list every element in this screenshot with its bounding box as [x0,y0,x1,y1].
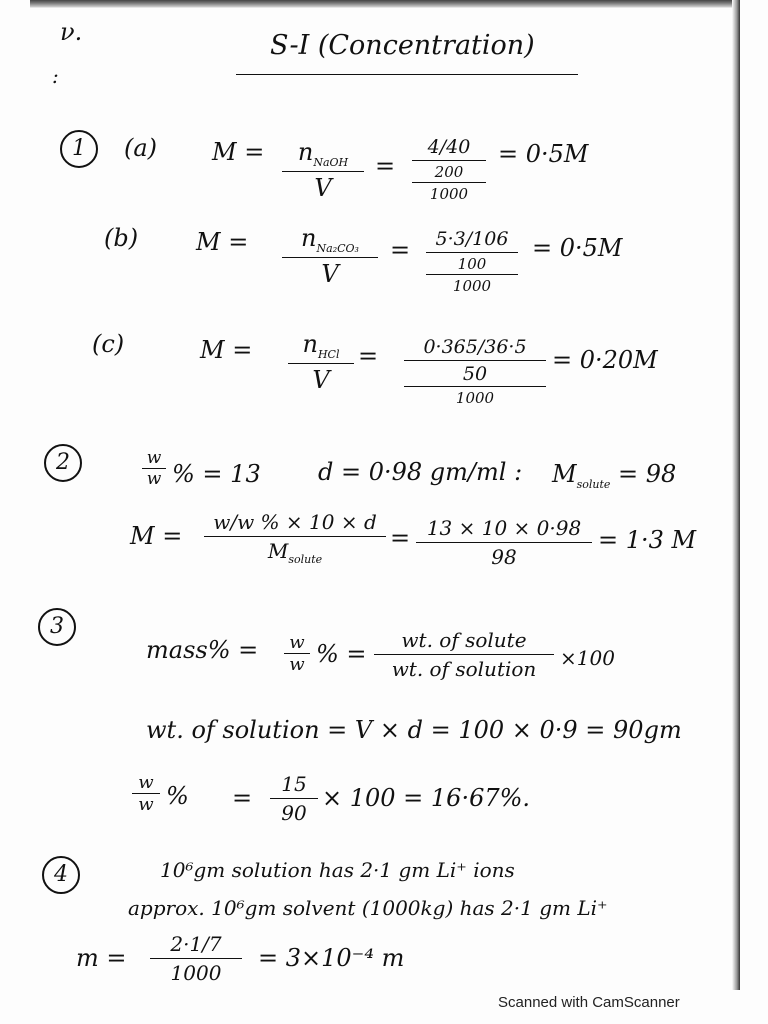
q3-equals: = [232,784,253,812]
question-3-number: 3 [38,608,76,646]
q1a-lhs: M = [212,138,265,166]
q2-values-fraction: 13 × 10 × 0·98 98 [416,516,592,569]
q3-ratio-fraction: 15 90 [270,772,318,825]
q1b-fraction-values: 5·3/106 100 1000 [426,228,518,295]
q3-percent-equals: % = [316,640,367,668]
q3-solution-weight: wt. of solution = V × d = 100 × 0·9 = 90gm [146,716,682,744]
question-2-number: 2 [44,444,82,482]
page-title: S-I (Concentration) [270,30,535,61]
q2-density: d = 0·98 gm/ml : [318,458,523,486]
q2-w-over-w: w w [142,448,166,489]
q4-line-1: 10⁶gm solution has 2·1 gm Li⁺ ions [160,858,515,882]
q2-formula-fraction: w/w % × 10 × d $M_{solute}$ [204,510,386,566]
q2-percent-value: % = 13 [172,460,261,488]
q1b-equals: = [390,236,411,264]
title-underline [236,74,578,75]
q1b-lhs: M = [196,228,249,256]
q1c-label: (c) [92,330,125,358]
page-right-edge [732,0,740,990]
side-mark: : [52,64,59,88]
q1c-equals: = [358,342,379,370]
q4-line-2: approx. 10⁶gm solvent (1000kg) has 2·1 gm Li⁺ [128,896,608,920]
q1b-fraction-moles: $n_{Na_2CO_3}$ V [282,224,378,288]
q1c-fraction-values: 0·365/36·5 50 1000 [404,336,546,407]
q2-result: = 1·3 M [598,526,697,554]
q3-w-over-w-2: w w [132,772,160,815]
q1a-equals: = [375,152,396,180]
q3-mass-percent: mass% = [146,636,259,664]
q2-equals: = [390,524,411,552]
q1b-result: = 0·5M [532,234,623,262]
question-1-number: 1 [60,130,98,168]
page-top-edge [30,0,738,8]
q1a-result: = 0·5M [498,140,589,168]
q4-fraction: 2·1/7 1000 [150,932,242,985]
q2-lhs: M = [130,522,183,550]
q1c-fraction-moles: $n_{HCl}$ V [288,330,354,394]
q1c-lhs: M = [200,336,253,364]
q4-lhs: m = [76,944,127,972]
scanner-watermark: Scanned with CamScanner [498,994,680,1011]
q1c-result: = 0·20M [552,346,658,374]
q3-w-over-w: w w [284,632,310,675]
q4-result: = 3×10⁻⁴ m [258,944,405,972]
q2-molar-mass: $M_{solute} = 98$ [552,460,677,491]
q3-result: × 100 = 16·67%. [322,784,531,812]
q1a-fraction-values: 4/40 200 1000 [412,136,486,203]
q3-times-100: ×100 [560,646,615,670]
q1a-fraction-moles: $n_{NaOH}$ V [282,138,364,202]
corner-mark: ν. [60,18,83,46]
q1a-label: (a) [124,134,158,162]
question-4-number: 4 [42,856,80,894]
q3-percent-sign: % [166,782,189,810]
q3-mass-fraction: wt. of solute wt. of solution [374,628,554,681]
q1b-label: (b) [104,224,139,252]
